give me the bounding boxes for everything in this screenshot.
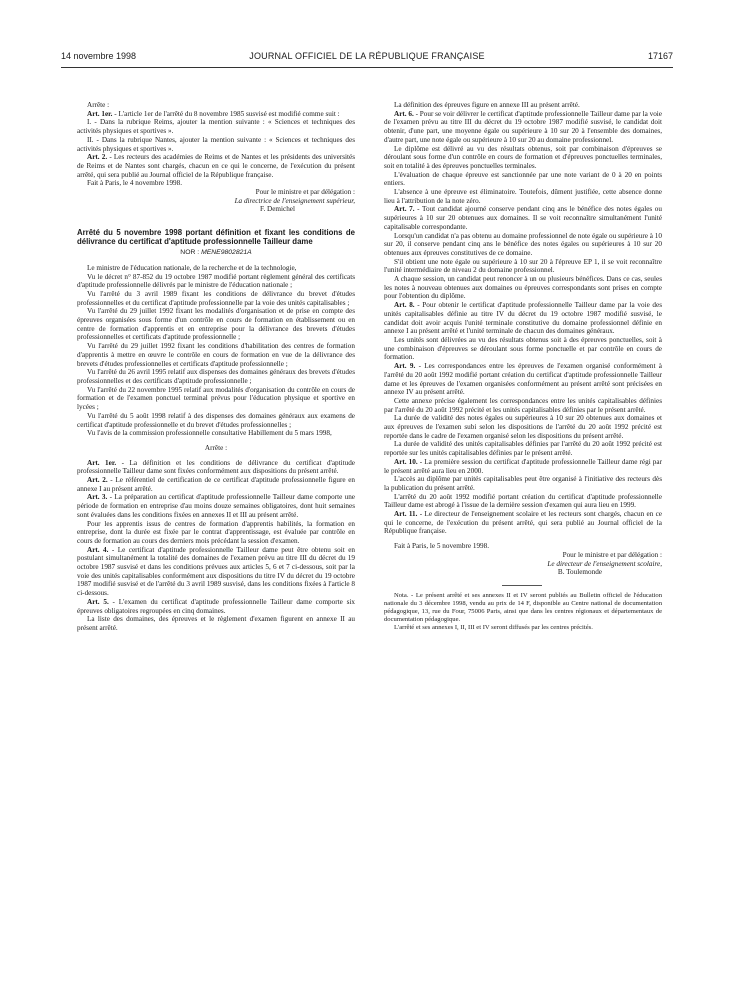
paragraph: L'absence à une épreuve est éliminatoire. Toutefois, dûment justifiée, cette absence donne lieu à l'attribution de la note zéro. (384, 188, 662, 205)
article-9-decree (384, 362, 662, 397)
nor-reference (77, 249, 355, 258)
paragraph: Lorsqu'un candidat n'a pas obtenu au domaine professionnel de note égale ou supérieure à 10 sur 20, il conserve pendant cinq ans le bénéfice des notes égales ou supérieures à 10 sur 20 obtenues aux épreuves constitutives de ce domaine. (384, 231, 662, 257)
signatory-title: La directrice de l'enseignement supérieur, (234, 196, 355, 205)
paragraph: Vu le décret n° 87-852 du 19 octobre 1987 modifié portant règlement général des certificats d'aptitude professionnelle délivrés par le ministre de l'éducation nationale ; (77, 272, 355, 290)
paragraph: I. - Dans la rubrique Reims, ajouter la mention suivante : « Sciences et techniques des activités physiques et sportives ». (77, 118, 355, 136)
article-label: Art. 1er. (87, 458, 117, 467)
article-label: Art. 11. (394, 510, 418, 519)
paragraph: La durée de validité des notes égales ou supérieures à 10 sur 20 obtenues aux domaines et aux épreuves de l'examen subi selon les dispositions de l'arrêté du 20 août 1992 précité est reportée dans le cadre de l'examen organisé selon les dispositions du présent arrêté. (384, 414, 662, 440)
paragraph: L'évaluation de chaque épreuve est sanctionnée par une note variant de 0 à 20 en points entiers. (384, 170, 662, 188)
right-column (384, 101, 662, 632)
header-date: 14 novembre 1998 (61, 51, 137, 61)
article-text: - Les correspondances entre les épreuves de l'examen organisé conformément à l'arrêté du 20 août 1992 modifié portant création du certificat d'aptitude professionnelle Tailleur dame et les épreuves de l'examen organisées conformément au présent arrêté sont précisées en annexe IV au présent arrêté. (384, 362, 662, 397)
delegation-line: Pour le ministre et par délégation : (255, 188, 355, 197)
paragraph: La liste des domaines, des épreuves et le règlement d'examen figurent en annexe II au présent arrêté. (77, 615, 355, 632)
article-label: Art. 2. (87, 153, 108, 162)
article-label: Art. 7. (394, 205, 415, 214)
signatory-name: B. Toulemonde (557, 568, 602, 577)
article-label: Art. 1er. (87, 109, 113, 118)
article-6-decree (384, 110, 662, 145)
nota-note-2: L'arrêté et ses annexes I, II, III et IV seront diffusés par les centres précités. (394, 623, 593, 631)
article-text: - La préparation au certificat d'aptitude professionnelle Tailleur dame comporte une période de formation en entreprise d'au moins douze semaines obligatoires, dont huit semaines sont évaluées dans les conditions fixées en annexes II et III au présent arrêté. (77, 493, 355, 519)
signatory-title: Le directeur de l'enseignement scolaire, (547, 559, 662, 568)
article-text: - L'examen du certificat d'aptitude professionnelle Tailleur dame comporte six épreuves obligatoires regroupées en cinq domaines. (77, 597, 355, 615)
signatory-name: F. Demichel (260, 205, 295, 214)
left-column (77, 101, 355, 633)
article-text: - Tout candidat ajourné conserve pendant cinq ans le bénéfice des notes égales ou supérieures à 10 sur 20 obtenues aux domaines. Il se voit reconnaître simultanément l'unité capitalisable correspondante. (384, 205, 662, 231)
paragraph: La durée de validité des unités capitalisables définies par l'arrêté du 20 août 1992 précité est reportée sur les unités capitalisables définies par le présent arrêté. (384, 440, 662, 458)
nota-note: Nota. - Le présent arrêté et ses annexes II et IV seront publiés au Bulletin officiel de l'éducation nationale du 3 décembre 1998, vendu au prix de 14 F, disponible au Centre national de documentation pédagogique, 13, rue du Four, 75006 Paris, ainsi que dans les centres régionaux et départementaux de documentation pédagogique. (384, 591, 662, 623)
article-text: - Les recteurs des académies de Reims et de Nantes et les présidents des universités de Reims et de Nantes sont chargés, chacun en ce qui le concerne, de l'exécution du présent arrêté, qui sera publié au Journal officiel de la République française. (77, 153, 355, 179)
article-label: Art. 8. (394, 301, 415, 310)
article-11-decree (384, 510, 662, 536)
paragraph: L'accès au diplôme par unités capitalisables peut être organisé à l'initiative des recteurs dès la publication du présent arrêté. (384, 475, 662, 492)
fait-line: Fait à Paris, le 4 novembre 1998. (87, 179, 183, 188)
article-text: - L'article 1er de l'arrêté du 8 novembre 1985 susvisé est modifié comme suit : (112, 109, 340, 118)
paragraph: Vu l'arrêté du 26 avril 1995 relatif aux dispenses des domaines généraux des brevets d'études professionnelles et des certificats d'aptitude professionnelle ; (77, 368, 355, 385)
paragraph: Vu l'arrêté du 3 avril 1989 fixant les conditions de délivrance du brevet d'études professionnelles et du certificat d'aptitude professionnelle par la voie des unités capitalisables ; (77, 289, 355, 307)
fait-line: Fait à Paris, le 5 novembre 1998. (394, 542, 490, 551)
article-label: Art. 9. (394, 362, 416, 371)
article-text: - Le directeur de l'enseignement scolaire et les recteurs sont chargés, chacun en ce qui le concerne, de l'exécution du présent arrêté, qui sera publié au Journal officiel de la République française. (384, 510, 662, 536)
article-2-decree (77, 476, 355, 493)
article-8-decree (384, 301, 662, 336)
article-text: - La première session du certificat d'aptitude professionnelle Tailleur dame régi par le présent arrêté aura lieu en 2000. (384, 457, 662, 475)
article-5-decree (77, 598, 355, 615)
paragraph: Vu l'arrêté du 5 août 1998 relatif à des dispenses des domaines généraux aux examens de certificat d'aptitude professionnelle et du brevet d'études professionnelles ; (77, 411, 355, 429)
article-1 (77, 110, 355, 119)
article-4-decree (77, 546, 355, 598)
paragraph: Vu l'arrêté du 29 juillet 1992 fixant les conditions d'habilitation des centres de formation d'apprentis à mettre en œuvre le contrôle en cours de formation en vue de la délivrance des brevets d'études professionnelles et certificats d'aptitude professionnelle ; (77, 342, 355, 368)
article-label: Art. 6. (394, 109, 414, 118)
article-10-decree (384, 458, 662, 475)
paragraph: A chaque session, un candidat peut renoncer à un ou plusieurs bénéfices. Dans ce cas, seules les notes à nouveau obtenues aux domaines ou épreuves correspondants sont prises en compte pour l'obtention du diplôme. (384, 275, 662, 301)
paragraph: Le diplôme est délivré au vu des résultats obtenus, soit par combinaison d'épreuves se déroulant sous forme d'un contrôle en cours de formation et d'épreuves ponctuelles terminales, soit en totalité à des épreuves ponctuelles terminales. (384, 144, 662, 170)
header-journal-title: JOURNAL OFFICIEL DE LA RÉPUBLIQUE FRANÇAISE (249, 51, 485, 61)
paragraph: S'il obtient une note égale ou supérieure à 10 sur 20 à l'épreuve EP 1, il se voit reconnaître l'unité intermédiaire de niveau 2 du domaine professionnel. (384, 257, 662, 275)
header-page-number: 17167 (647, 51, 673, 61)
paragraph: Vu l'arrêté du 29 juillet 1992 fixant les modalités d'organisation et de prise en compte des épreuves organisées sous forme d'un contrôle en cours de formation en établissement ou en centre de formation d'apprentis et en entreprise pour la délivrance des brevets d'études professionnelles et certificats d'aptitude professionnelle ; (77, 307, 355, 342)
article-3-decree (77, 493, 355, 519)
article-2 (77, 153, 355, 179)
arrete-heading: Arrête : (87, 101, 110, 109)
article-text: - Pour obtenir le certificat d'aptitude professionnelle Tailleur dame par la voie des unités capitalisables définie au titre IV du décret du 19 octobre 1987 modifié susvisé, le candidat doit avoir acquis l'unité terminale constitutive du domaine professionnel définie en annexe I au présent arrêté et l'unité terminale de chacun des domaines généraux. (384, 301, 662, 336)
paragraph: Vu l'avis de la commission professionnelle consultative Habillement du 5 mars 1998, (87, 429, 332, 438)
nor-label: NOR : (180, 249, 202, 257)
delegation-line: Pour le ministre et par délégation : (562, 550, 662, 559)
arrete-heading-2: Arrête : (204, 443, 228, 452)
page-header (61, 51, 673, 65)
paragraph: II. - Dans la rubrique Nantes, ajouter la mention suivante : « Sciences et techniques des activités physiques et sportives ». (77, 135, 355, 153)
article-7-decree (384, 205, 662, 231)
article-text: - Le certificat d'aptitude professionnelle Tailleur dame peut être obtenu soit en postulant simultanément la totalité des domaines de l'examen prévu au titre III du décret du 19 octobre 1987 susvisé et dans les conditions prévues aux articles 5, 6 et 7 ci-dessous, soit par la voie des unités capitalisables conformément aux dispositions du titre IV du décret du 19 octobre 1987 modifié susvisé et de l'arrêté du 3 avril 1989 susvisé, dans les conditions fixées à l'article 8 ci-dessous. (77, 545, 355, 598)
article-1-decree (77, 459, 355, 476)
article-label: Art. 5. (87, 597, 109, 606)
paragraph: Cette annexe précise également les correspondances entre les unités capitalisables définies par l'arrêté du 20 août 1992 précité et les unités capitalisables définies par le présent arrêté. (384, 396, 662, 414)
nor-code: MENE9802821A (201, 249, 252, 257)
paragraph: La définition des épreuves figure en annexe III au présent arrêté. (394, 101, 580, 109)
article-text: - Pour se voir délivrer le certificat d'aptitude professionnelle Tailleur dame par la voie de l'examen prévu au titre III du décret du 19 octobre 1987 modifié susvisé, le candidat doit obtenir, d'une part, une moyenne égale ou supérieure à 10 sur 20 à l'ensemble des domaines, d'autre part, une note égale ou supérieure à 10 sur 20 au domaine professionnel. (384, 109, 662, 144)
article-text: - La définition et les conditions de délivrance du certificat d'aptitude professionnelle Tailleur dame sont fixées conformément aux dispositions du présent arrêté. (77, 458, 356, 476)
note-divider (502, 585, 542, 586)
paragraph: Les unités sont délivrées au vu des résultats obtenus soit à des épreuves ponctuelles, soit à une combinaison d'épreuves se déroulant sous forme ponctuelle et par contrôle en cours de formation. (384, 335, 662, 362)
paragraph: Vu l'arrêté du 22 novembre 1995 relatif aux modalités d'organisation du contrôle en cours de formation et de l'examen ponctuel terminal prévus pour l'éducation physique et sportive en lycées ; (77, 385, 355, 412)
article-text: - Le référentiel de certification de ce certificat d'aptitude professionnelle figure en annexe I au présent arrêté. (77, 476, 355, 493)
paragraph: L'arrêté du 20 août 1992 modifié portant création du certificat d'aptitude professionnelle Tailleur dame est abrogé à l'issue de la dernière session d'examen qui aura lieu en 1999. (384, 492, 662, 510)
article-label: Art. 10. (394, 457, 418, 466)
paragraph: Pour les apprentis issus de centres de formation d'apprentis habilités, la formation en entreprise, dont la durée est fixée par le contrat d'apprentissage, est évaluée par contrôle en cours de formation au cours des derniers mois précédant la session d'examen. (77, 519, 355, 545)
paragraph: Le ministre de l'éducation nationale, de la recherche et de la technologie, (87, 263, 297, 272)
decree-title: Arrêté du 5 novembre 1998 portant définition et fixant les conditions de délivrance du certificat d'aptitude professionnelle Tailleur dame (77, 228, 355, 247)
header-rule (61, 67, 673, 68)
article-label: Art. 2. (87, 476, 108, 485)
article-label: Art. 4. (87, 545, 109, 554)
article-label: Art. 3. (87, 493, 108, 502)
